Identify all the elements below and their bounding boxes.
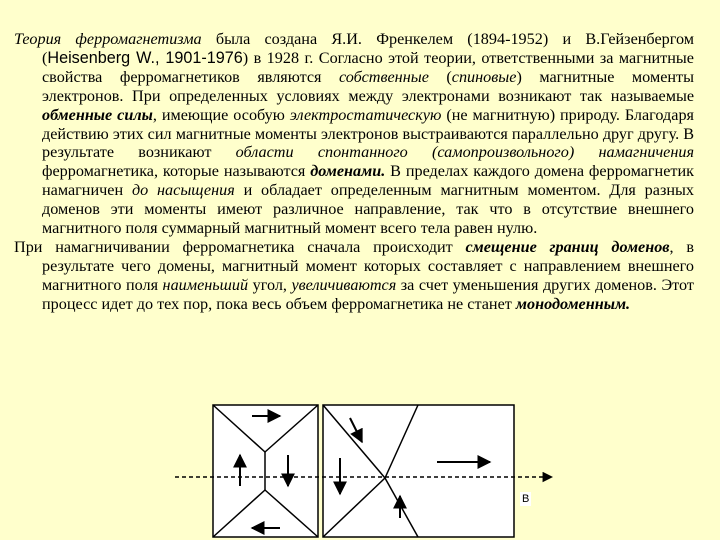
- term-domain-wall-motion: смещение границ доменов: [465, 237, 670, 256]
- term-intrinsic: собственные: [339, 67, 429, 86]
- term-increase: увеличиваются: [291, 275, 397, 294]
- term-smallest: наименьший: [162, 275, 249, 294]
- sample-left: [213, 405, 318, 537]
- term-spin: спиновые: [451, 67, 517, 86]
- term-exchange-forces: обменные силы: [42, 105, 153, 124]
- term-ferromagnetism-theory: Теория ферромагнетизма: [14, 30, 202, 48]
- term-saturation: до насыщения: [131, 181, 235, 200]
- field-label: B: [522, 493, 530, 505]
- paragraph-theory: Теория ферромагнетизма была создана Я.И. Френкелем (1894-1952) и В.Гейзенбергом (Heisenberg W., 1901-1976) в 1928 г. Согласно этой теории, ответственными за магнитные свойства ферромагнетиков являются собственные (спиновые) магнитные моменты электронов. При определенных условиях между электронами возникают так называемые обменные силы, имеющие особую электростатическую (не магнитную) природу. Благодаря действию этих сил магнитные моменты электронов выстраиваются параллельно друг другу. В результате возникают области спонтанного (самопроизвольного) намагничения ферромагнетика, которые называются доменами. В пределах каждого домена ферромагнетик намагничен до насыщения и обладает определенным магнитным моментом. Для разных доменов эти моменты имеют различное направление, так что в отсутствие внешнего магнитного поля суммарный магнитный момент всего тела равен нулю.: [14, 30, 694, 238]
- term-spontaneous-magnetization: области спонтанного (самопроизвольного) намагничения: [235, 143, 694, 162]
- term-electrostatic: электростатическую: [289, 105, 442, 124]
- paragraph-magnetization: При намагничивании ферромагнетика сначала происходит смещение границ доменов, в результате чего домены, магнитный момент которых составляет с направлением внешнего магнитного поля наименьший угол, увеличиваются за счет уменьшения других доменов. Этот процесс идет до тех пор, пока весь объем ферромагнетика не станет монодоменным.: [14, 237, 694, 313]
- term-domains: доменами.: [310, 162, 386, 181]
- term-monodomain: монодоменным.: [515, 294, 631, 313]
- sample-right: [323, 405, 514, 537]
